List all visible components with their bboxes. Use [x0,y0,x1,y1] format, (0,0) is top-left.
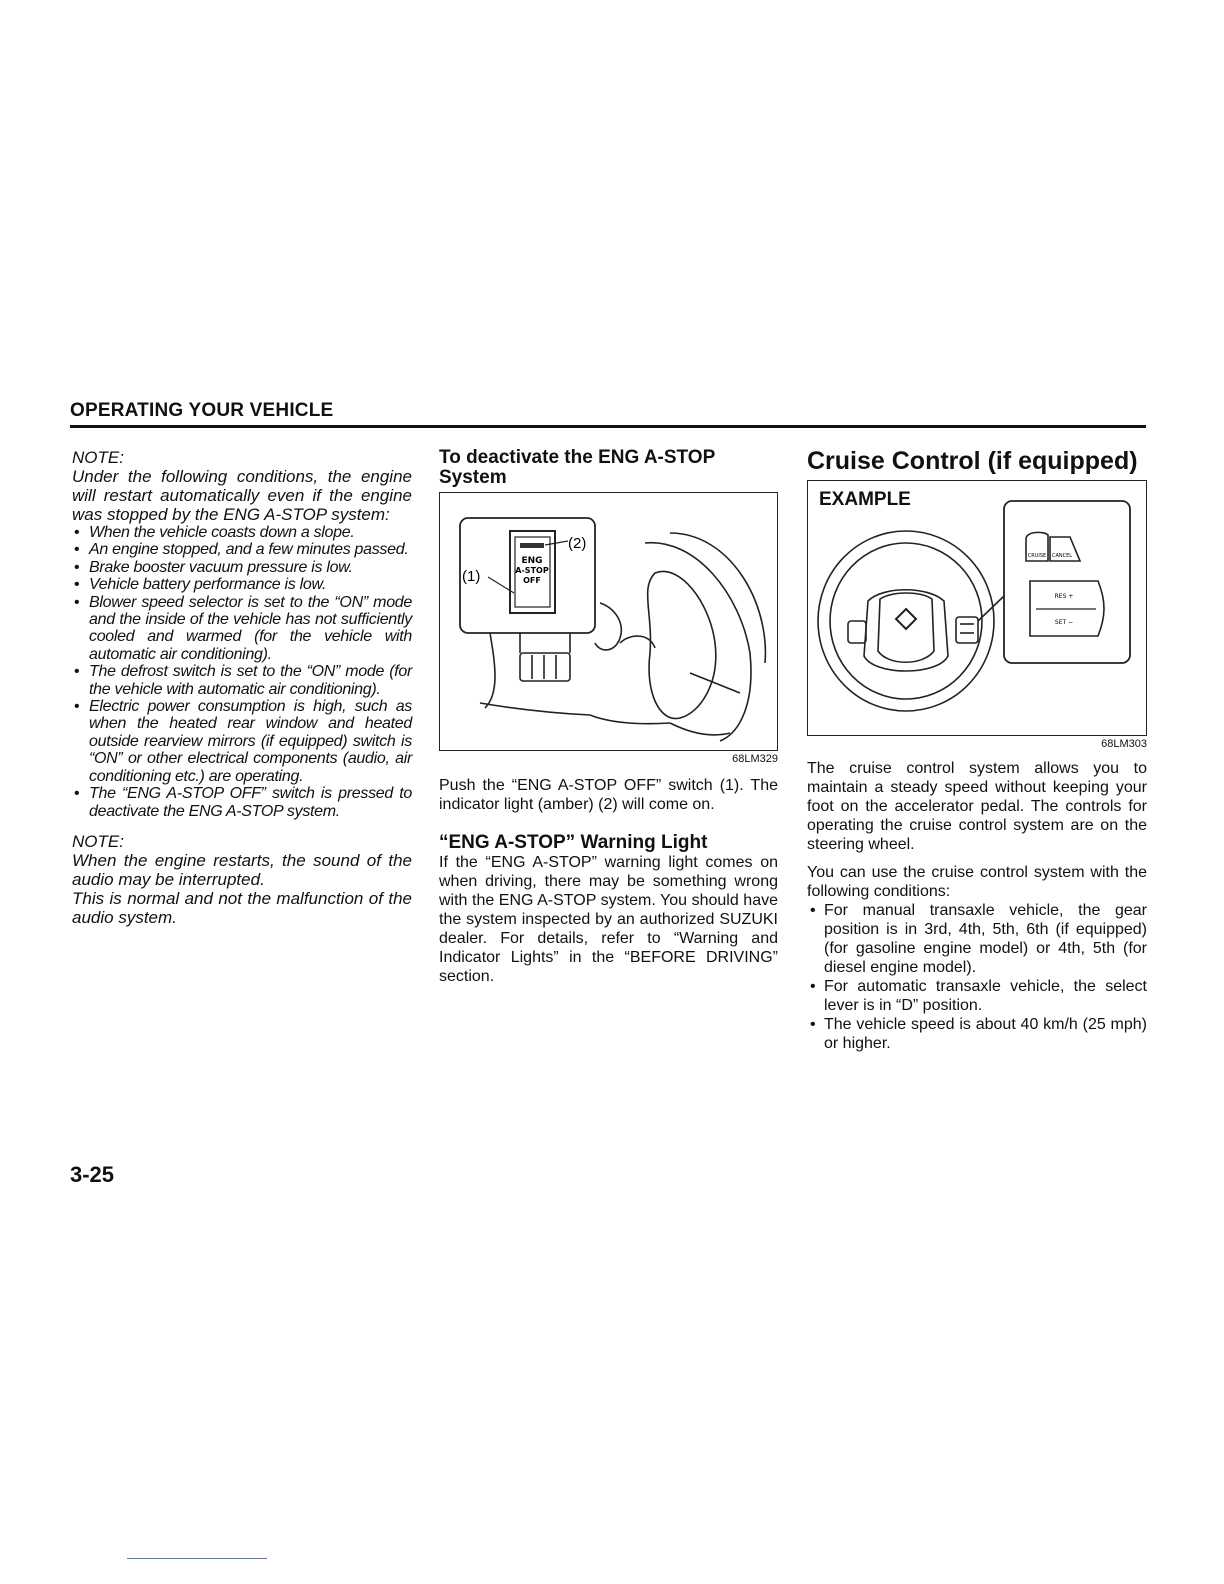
switch-text-eng: ENG [521,556,543,566]
list-item: • Blower speed selector is set to the “ON” mode and the inside of the vehicle has not sufficiently cooled and warmed (for the vehicle with automatic air conditioning). [72,594,412,664]
list-item: • When the vehicle coasts down a slope. [72,524,412,541]
list-item: • For manual transaxle vehicle, the gear position is in 3rd, 4th, 5th, 6th (if equipped) (for gasoline engine model) or 4th, 5th (for diesel engine model). [807,901,1147,977]
switch-text-astop: A-STOP [515,566,549,575]
list-item: • The “ENG A-STOP OFF” switch is pressed to deactivate the ENG A-STOP system. [72,785,412,820]
warning-light-heading: “ENG A-STOP” Warning Light [439,832,708,853]
warning-light-paragraph: If the “ENG A-STOP” warning light comes on when driving, there may be something wrong with the ENG A-STOP system. You should have the system inspected by an authorized SUZUKI dealer. For details, refer to “Warning and Indicator Lights” in the “BEFORE DRIVING” section. [439,854,778,985]
list-item: • The vehicle speed is about 40 km/h (25 mph) or higher. [807,1015,1147,1053]
eng-astop-figure [439,492,778,751]
list-item: • Electric power consumption is high, such as when the heated rear window and heated outside rearview mirrors (if equipped) switch is “ON” or other electrical components (audio, air conditioning etc.) are operating. [72,698,412,785]
list-item: • Vehicle battery performance is low. [72,576,412,593]
note-text: This is normal and not the malfunction of the audio system. [72,888,412,927]
deactivate-paragraph: Push the “ENG A-STOP OFF” switch (1). The indicator light (amber) (2) will come on. [439,777,778,813]
list-item: • An engine stopped, and a few minutes passed. [72,541,412,558]
cruise-control-heading: Cruise Control (if equipped) [807,447,1138,475]
switch-text-off: OFF [523,576,541,585]
callout-2: (2) [568,535,587,552]
cruise-intro-paragraph: The cruise control system allows you to maintain a steady speed without keeping your foot on the accelerator pedal. The controls for operating the cruise control system are on the steering wheel. [807,760,1147,853]
restart-conditions-list [72,524,412,820]
figure-code: 68LM329 [732,753,778,765]
list-item: • For automatic transaxle vehicle, the select lever is in “D” position. [807,977,1147,1015]
cruise-control-figure [807,480,1147,736]
page-number: 3-25 [70,1162,115,1187]
deactivate-heading: To deactivate the ENG A-STOP System [439,447,715,488]
res-button-label: RES + [1054,593,1074,600]
column-notes [72,448,412,927]
figure-code: 68LM303 [1101,738,1147,750]
cruise-conditions-intro: You can use the cruise control system with the following conditions: [807,864,1147,900]
set-button-label: SET − [1054,619,1074,626]
column-eng-astop [439,448,778,986]
list-item: • Brake booster vacuum pressure is low. [72,559,412,576]
eng-astop-switch-illustration [440,493,776,749]
cancel-button-label: CANCEL [1051,553,1073,559]
section-title: OPERATING YOUR VEHICLE [70,400,334,421]
cruise-button-label: CRUISE [1027,553,1047,559]
note-text: When the engine restarts, the sound of the audio may be interrupted. [72,850,412,889]
header-rule [70,425,1146,428]
note-intro: Under the following conditions, the engine will restart automatically even if the engine was stopped by the ENG A-STOP system: [72,467,412,524]
note-label: NOTE: [72,831,124,851]
steering-wheel-illustration [808,481,1145,734]
list-item: • The defrost switch is set to the “ON” mode (for the vehicle with automatic air conditioning). [72,663,412,698]
cruise-conditions-list [807,901,1147,1053]
callout-1: (1) [462,568,481,585]
example-label: EXAMPLE [819,489,911,510]
note-label: NOTE: [72,448,124,467]
column-cruise-control [807,448,1147,1053]
footer-rule [127,1558,267,1559]
